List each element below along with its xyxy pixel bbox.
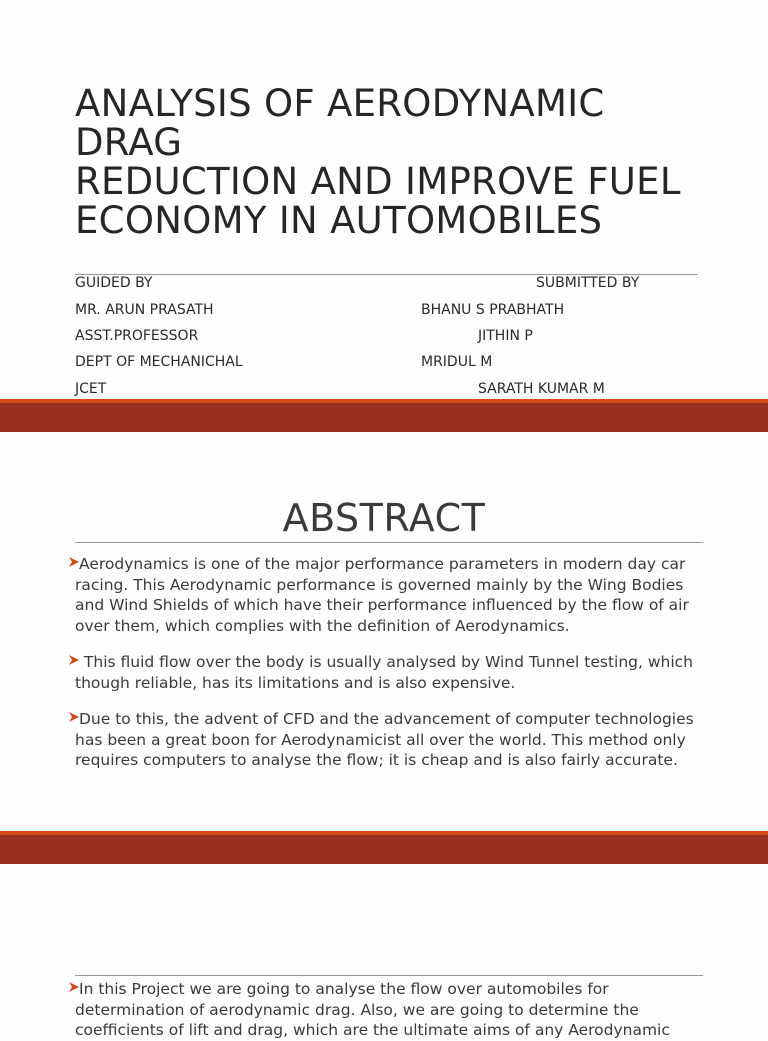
- abstract-heading: ABSTRACT: [282, 496, 486, 540]
- title-line-4: ECONOMY IN AUTOMOBILES: [75, 199, 603, 242]
- student-name: JITHIN P: [478, 328, 533, 344]
- slide-separator: [0, 403, 768, 432]
- abstract-point-text: Due to this, the advent of CFD and the advancement of computer technologies has been a great boon for Aerodynamicist all over the world. This method only requires computers to analyse the flow; it is cheap and is also fairly accurate.: [75, 710, 694, 769]
- abstract-point: [75, 652, 695, 693]
- abstract-point: [75, 709, 695, 771]
- title-line-3: REDUCTION AND IMPROVE FUEL: [75, 160, 681, 203]
- guided-by-label: GUIDED BY: [75, 275, 153, 291]
- title-line-2: DRAG: [75, 121, 183, 164]
- arrow-bullet-icon: [69, 655, 79, 665]
- slide3-point: [75, 979, 697, 1041]
- student-name: BHANU S PRABHATH: [421, 302, 565, 318]
- guide-college: JCET: [75, 381, 107, 397]
- slide-title: [75, 84, 725, 240]
- arrow-bullet-icon: [69, 712, 79, 722]
- submitted-by-label: SUBMITTED BY: [536, 275, 640, 291]
- student-name: MRIDUL M: [421, 354, 493, 370]
- guide-dept: DEPT OF MECHANICHAL: [75, 354, 243, 370]
- slide3-divider: [75, 975, 703, 976]
- abstract-point-text: Aerodynamics is one of the major performance parameters in modern day car racing. This Aerodynamic performance is governed mainly by the Wing Bodies and Wind Shields of which have their performance influenced by the flow of air over them, which complies with the definition of Aerodynamics.: [75, 555, 689, 635]
- abstract-point: [75, 554, 695, 636]
- abstract-divider: [75, 542, 703, 543]
- guide-role: ASST.PROFESSOR: [75, 328, 199, 344]
- abstract-point-text: This fluid flow over the body is usually analysed by Wind Tunnel testing, which though reliable, has its limitations and is also expensive.: [75, 653, 693, 692]
- student-name: SARATH KUMAR M: [478, 381, 605, 397]
- arrow-bullet-icon: [69, 982, 79, 992]
- title-line-1: ANALYSIS OF AERODYNAMIC: [75, 82, 605, 125]
- slide-separator: [0, 835, 768, 864]
- arrow-bullet-icon: [69, 557, 79, 567]
- slide3-point-text: In this Project we are going to analyse the flow over automobiles for determination of aerodynamic drag. Also, we are going to determine the coefficients of lift and drag, which are the ultimate aims of any Aerodynamic: [75, 980, 670, 1039]
- guide-name: MR. ARUN PRASATH: [75, 302, 214, 318]
